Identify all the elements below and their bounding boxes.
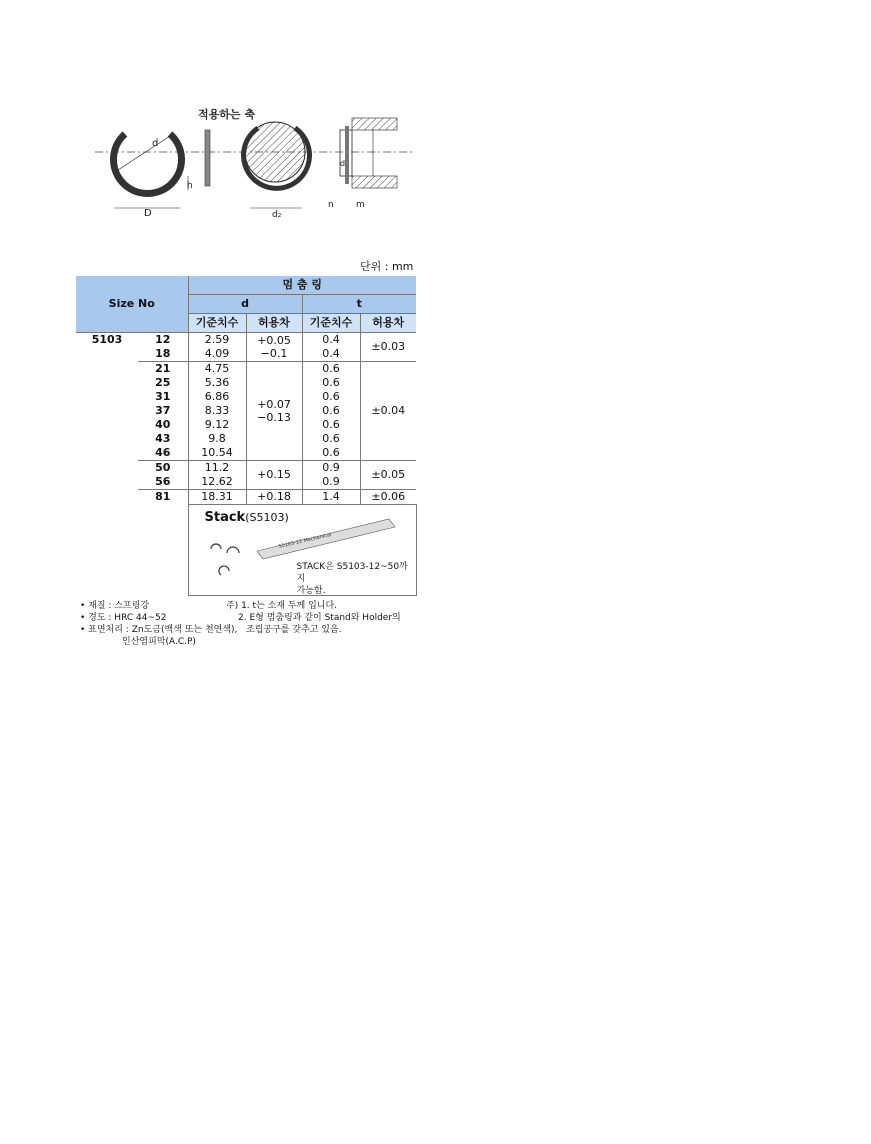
t-value: 0.9 bbox=[302, 475, 360, 490]
note-hardness: • 경도 : HRC 44~52 bbox=[80, 613, 167, 623]
d-value: 5.36 bbox=[188, 376, 246, 390]
label-D: D bbox=[144, 208, 152, 219]
label-d2: d₂ bbox=[272, 210, 282, 220]
d-tol-header: 허용차 bbox=[246, 314, 302, 333]
diagram-title: 적용하는 축 bbox=[198, 108, 255, 121]
unit-label: 단위 : mm bbox=[360, 260, 414, 273]
group-header: 멈 춤 링 bbox=[188, 276, 416, 295]
t-value: 1.4 bbox=[302, 490, 360, 505]
d-tol-cell: +0.15 bbox=[246, 461, 302, 490]
t-value: 0.9 bbox=[302, 461, 360, 476]
ring-icon bbox=[227, 547, 239, 553]
ring-icon bbox=[211, 544, 221, 549]
d-value: 2.59 bbox=[188, 333, 246, 348]
t-value: 0.6 bbox=[302, 390, 360, 404]
t-value: 0.6 bbox=[302, 376, 360, 390]
d-value: 4.75 bbox=[188, 362, 246, 377]
d-value: 9.12 bbox=[188, 418, 246, 432]
t-value: 0.4 bbox=[302, 347, 360, 362]
size-cell: 40 bbox=[155, 418, 171, 431]
note-surface: • 표면처리 : Zn도금(백색 또는 천연색), bbox=[80, 625, 238, 635]
t-value: 0.6 bbox=[302, 432, 360, 446]
d-value: 4.09 bbox=[188, 347, 246, 362]
label-m: m bbox=[356, 200, 365, 210]
material-notes bbox=[80, 600, 237, 648]
d-tol-cell: +0.05 −0.1 bbox=[246, 333, 302, 362]
stack-panel bbox=[188, 505, 416, 596]
t-value: 0.4 bbox=[302, 333, 360, 348]
d-value: 18.31 bbox=[188, 490, 246, 505]
stack-note: STACK은 S5103-12~50까지 가능함. bbox=[296, 562, 408, 596]
size-cell: 46 bbox=[155, 446, 171, 459]
label-d-side: d bbox=[340, 159, 346, 168]
d-tol-cell: +0.07 −0.13 bbox=[246, 362, 302, 461]
d-header: d bbox=[188, 295, 302, 314]
d-tol-cell: +0.18 bbox=[246, 490, 302, 505]
stack-title: Stack(S5103) bbox=[204, 510, 289, 525]
size-cell: 81 bbox=[138, 490, 188, 505]
d-value: 12.62 bbox=[188, 475, 246, 490]
t-tol-cell: ±0.03 bbox=[360, 333, 416, 362]
t-tol-header: 허용차 bbox=[360, 314, 416, 333]
size-cell: 21 bbox=[138, 362, 188, 377]
footnote-2-cont: 조립공구를 갖추고 있음. bbox=[246, 625, 342, 635]
d-value: 10.54 bbox=[188, 446, 246, 461]
d-value: 8.33 bbox=[188, 404, 246, 418]
table-row bbox=[76, 333, 416, 348]
t-value: 0.6 bbox=[302, 362, 360, 377]
size-cell: 12 bbox=[155, 333, 171, 346]
size-cell: 43 bbox=[155, 432, 171, 445]
series-number: 5103 bbox=[91, 333, 123, 346]
t-tol-cell: ±0.05 bbox=[360, 461, 416, 490]
t-tol-cell: ±0.04 bbox=[360, 362, 416, 461]
note-surface-cont: 인산염피막(A.C.P) bbox=[122, 637, 196, 647]
footnotes bbox=[226, 600, 401, 636]
size-cell: 18 bbox=[155, 347, 171, 360]
t-header: t bbox=[302, 295, 416, 314]
footnote-1: 주) 1. t는 소재 두께 입니다. bbox=[226, 601, 338, 611]
t-std-header: 기준치수 bbox=[302, 314, 360, 333]
label-h: h bbox=[187, 181, 193, 191]
ring-diagram bbox=[90, 100, 420, 230]
label-n: n bbox=[328, 200, 334, 210]
d-std-header: 기준치수 bbox=[188, 314, 246, 333]
size-cell: 37 bbox=[155, 404, 171, 417]
footnote-2: 2. E형 멈춤링과 같이 Stand와 Holder의 bbox=[238, 613, 401, 623]
t-value: 0.6 bbox=[302, 404, 360, 418]
size-header: Size No bbox=[76, 276, 188, 333]
spec-table bbox=[76, 276, 417, 596]
d-value: 11.2 bbox=[188, 461, 246, 476]
ring-icon bbox=[219, 566, 229, 575]
size-cell: 50 bbox=[138, 461, 188, 476]
ring-side-view bbox=[205, 130, 210, 186]
size-cell: 56 bbox=[155, 475, 171, 488]
size-cell: 25 bbox=[155, 376, 171, 389]
t-tol-cell: ±0.06 bbox=[360, 490, 416, 505]
t-value: 0.6 bbox=[302, 418, 360, 432]
note-material: • 재질 : 스프링강 bbox=[80, 601, 150, 611]
d-value: 6.86 bbox=[188, 390, 246, 404]
size-cell: 31 bbox=[155, 390, 171, 403]
d-value: 9.8 bbox=[188, 432, 246, 446]
ring-front-view bbox=[114, 134, 182, 193]
stack-strip-text: S5103-12 Mechanical bbox=[277, 532, 332, 550]
label-d: d bbox=[152, 138, 159, 149]
t-value: 0.6 bbox=[302, 446, 360, 461]
